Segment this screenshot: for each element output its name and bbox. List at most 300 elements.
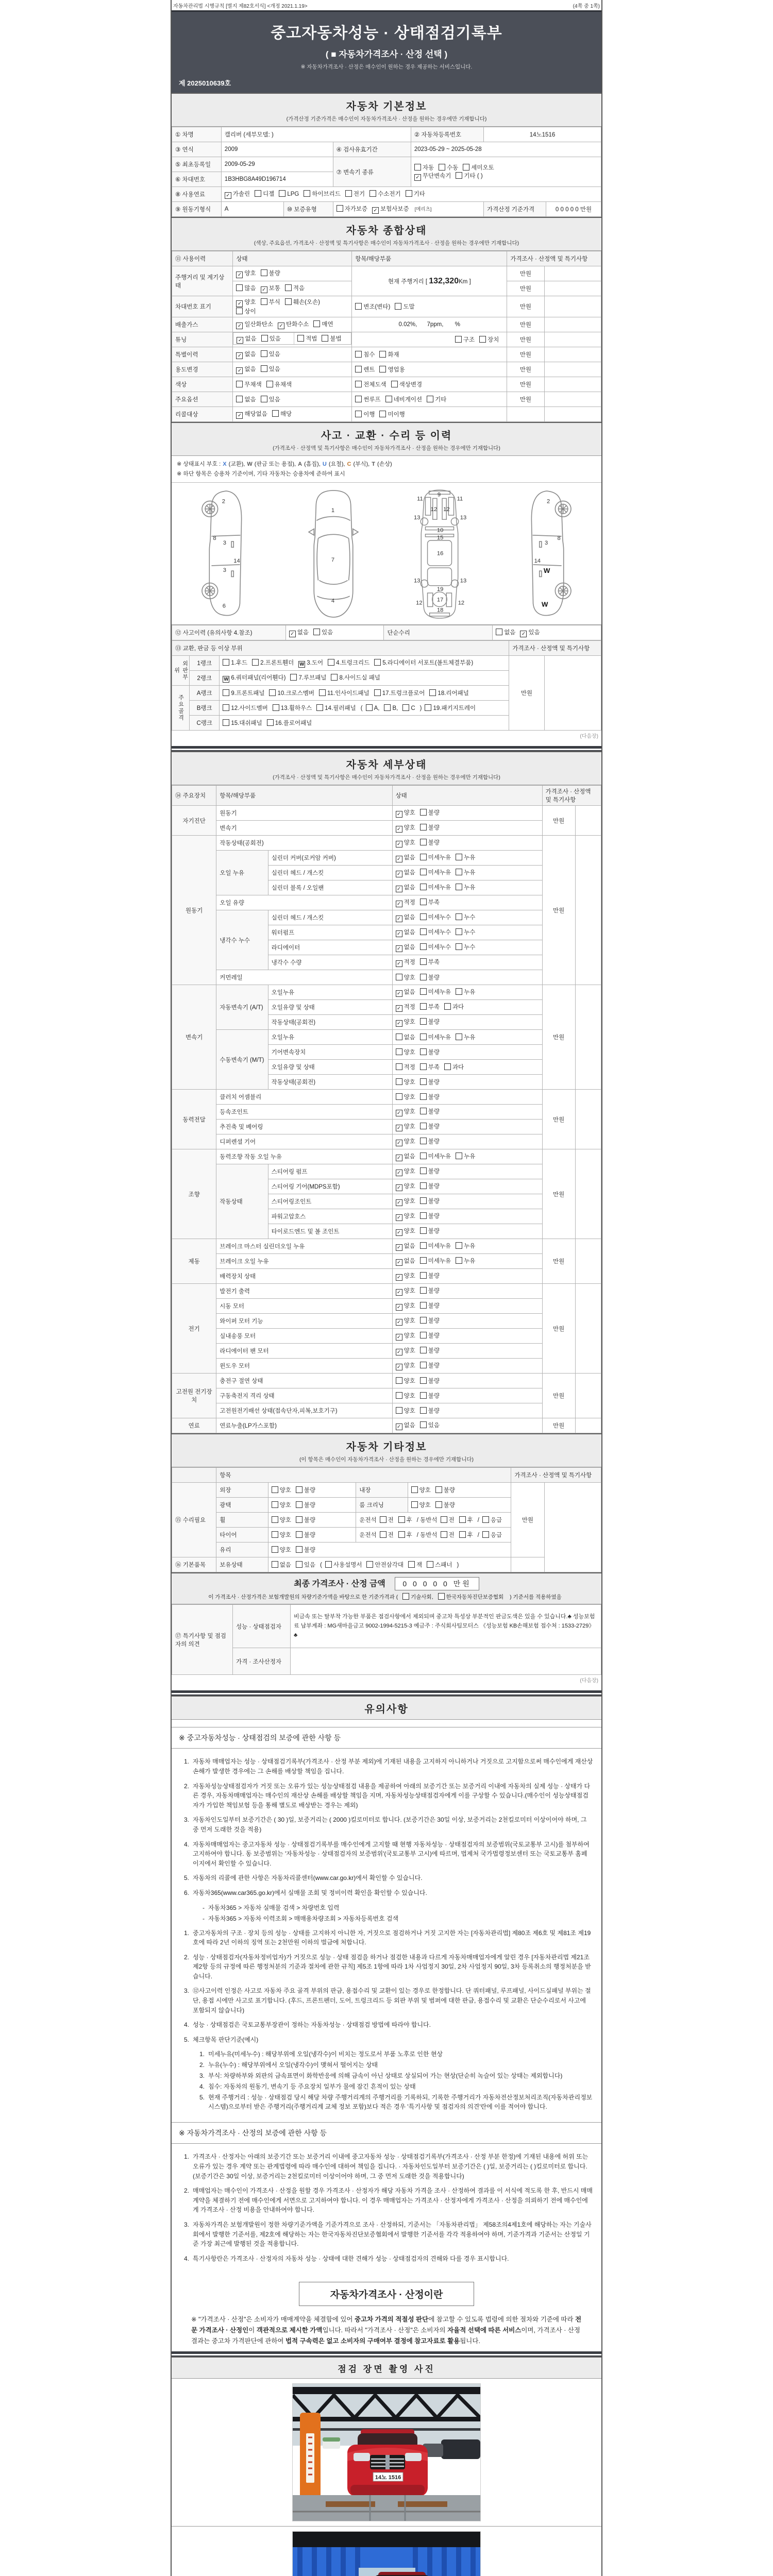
option-양호 xyxy=(396,1303,415,1309)
option-label: 하이브리드 xyxy=(312,191,341,197)
remarks-cell xyxy=(575,1090,601,1149)
checkbox: ✓ xyxy=(396,1259,402,1266)
checkbox xyxy=(456,854,462,860)
rankB-label: B랭크 xyxy=(190,701,220,716)
notice-item xyxy=(180,1888,593,1898)
checkbox xyxy=(325,1561,332,1568)
device-item-label: 냉각수 수량 xyxy=(268,955,392,970)
option-label: 해당없음 xyxy=(244,411,267,417)
device-sub-label: 냉각수 누수 xyxy=(216,910,268,970)
price-cell: 만원 xyxy=(507,317,544,332)
option-후 xyxy=(459,1532,473,1538)
remarks-cell xyxy=(544,392,601,407)
option-가솔린 xyxy=(225,191,250,197)
checkbox xyxy=(316,704,323,711)
checkbox: ✓ xyxy=(396,1423,402,1430)
emission-label: 배출가스 xyxy=(172,317,233,332)
device-state xyxy=(392,1105,542,1120)
option-label: 썬루프 xyxy=(363,397,381,403)
checkbox: ✓ xyxy=(396,1364,402,1370)
diagram-number: 13 xyxy=(413,578,421,584)
option-16.플로어패널 xyxy=(267,720,312,726)
option-자가보증 xyxy=(337,206,367,212)
main-frame-group-label: 주요골격 xyxy=(172,686,190,731)
notice-item xyxy=(180,1928,593,1947)
option-없음 xyxy=(396,944,415,951)
option-미세누유 xyxy=(420,870,451,876)
option-label: 14.필러패널 xyxy=(325,705,356,712)
checkbox xyxy=(272,410,279,417)
checkbox: W xyxy=(223,676,229,683)
option-label: 18.리어패널 xyxy=(438,690,469,697)
document-header xyxy=(172,10,601,93)
remarks-cell xyxy=(575,836,601,985)
glass-options xyxy=(268,1543,511,1557)
notice-item-number: 4. xyxy=(183,2021,189,2029)
base-price-value: 0 0 0 0 0 만원 xyxy=(546,202,601,217)
device-state xyxy=(392,940,542,955)
checkbox xyxy=(455,336,462,343)
photo-row-front xyxy=(172,2379,601,2527)
option-label: 불량 xyxy=(304,1547,316,1554)
device-state xyxy=(392,1314,542,1329)
option-label: 없음 xyxy=(297,630,309,636)
option-label: 양호 xyxy=(404,1333,415,1340)
tuning-state-legal xyxy=(294,333,351,344)
rank2-items xyxy=(220,671,509,686)
price-cell: 만원 xyxy=(507,266,544,281)
checkbox xyxy=(420,1227,427,1234)
option-label: 누수 xyxy=(464,944,476,951)
wheel-label: 휠 xyxy=(216,1513,268,1528)
device-item-label: 실내송풍 모터 xyxy=(216,1329,392,1344)
option-label: 후 xyxy=(406,1517,412,1524)
plain-text: 운전석 xyxy=(359,1532,377,1539)
checkbox xyxy=(408,1561,415,1568)
detail-row xyxy=(172,1164,601,1179)
mileage-label: 주행거리 및 계기상태 xyxy=(172,266,233,296)
option-보험사보증 xyxy=(372,206,409,212)
checkbox xyxy=(420,1063,427,1070)
option-label: 미세누유 xyxy=(428,1258,451,1265)
option-미세누유 xyxy=(420,1258,451,1264)
option-양호 xyxy=(272,1487,291,1494)
wheel-positions xyxy=(356,1513,511,1528)
option-양호 xyxy=(396,1408,415,1414)
option-14.필러패널 xyxy=(316,705,356,711)
option-label: 기타 ( ) xyxy=(464,173,483,179)
option-label: 미세누수 xyxy=(428,944,451,951)
option-label: 세미오토 xyxy=(471,164,494,171)
first-registration-value: 2009-05-29 xyxy=(221,157,333,172)
checkbox xyxy=(435,1501,442,1508)
checkbox xyxy=(456,943,462,950)
checkbox xyxy=(420,1347,427,1353)
option-안전삼각대 xyxy=(366,1562,404,1568)
section-title: 자동차 기본정보 xyxy=(346,101,427,112)
option-매연 xyxy=(313,321,333,328)
option-label: 누수 xyxy=(464,929,476,936)
notice-item xyxy=(180,1782,593,1810)
option-디젤 xyxy=(255,191,274,197)
remarks-cell xyxy=(575,1284,601,1374)
option-label: 적정 xyxy=(404,1004,415,1011)
option-label: 불량 xyxy=(428,1348,440,1354)
device-state xyxy=(392,821,542,836)
detail-row xyxy=(172,1388,601,1403)
option-없음 xyxy=(396,989,415,995)
detail-row xyxy=(172,1254,601,1269)
remarks-table xyxy=(172,1604,601,1675)
checkbox xyxy=(420,854,427,860)
text: 이 xyxy=(248,2327,257,2334)
option-label: 매연 xyxy=(322,321,333,328)
option-불량 xyxy=(420,1408,440,1414)
notice-item xyxy=(180,2152,593,2181)
remarks-cell xyxy=(544,332,601,347)
option-label: 양호 xyxy=(404,1303,415,1310)
option-label: 화재 xyxy=(388,352,399,358)
legend-desc: (손상) xyxy=(375,461,392,467)
color-label: 색상 xyxy=(172,377,233,392)
option-label: 후 xyxy=(467,1532,473,1539)
option-8.사이드실 패널 xyxy=(331,675,380,681)
option-양호 xyxy=(396,1228,415,1234)
option-미세누수 xyxy=(420,914,451,921)
option-label: 전 xyxy=(388,1532,394,1539)
device-group-label: 고전원 전기장치 xyxy=(172,1374,216,1418)
device-item-label: 추진축 및 베어링 xyxy=(216,1120,392,1134)
tuning-state-has xyxy=(233,333,294,344)
option-label: 없음 xyxy=(404,944,415,951)
rankA-items xyxy=(220,686,509,701)
option-label: 불량 xyxy=(428,1198,440,1205)
diagram-number: 12 xyxy=(430,506,437,513)
option-양호 xyxy=(396,1288,415,1294)
checkbox: ✓ xyxy=(396,901,402,907)
device-item-label: 클러치 어셈블리 xyxy=(216,1090,392,1105)
option-label: 없음 xyxy=(404,1258,415,1265)
recall-label: 리콜대상 xyxy=(172,407,233,422)
option-불량 xyxy=(420,1049,440,1056)
option-label: 무채색 xyxy=(244,382,262,388)
device-item-label: 연료누출(LP가스포함) xyxy=(216,1418,392,1433)
option-양호 xyxy=(272,1502,291,1509)
legend-desc: (요철), xyxy=(327,461,347,467)
checkbox: ✓ xyxy=(396,1274,402,1281)
option-label: 있음 xyxy=(268,366,280,372)
odometer-suffix: Km ] xyxy=(459,278,471,285)
option-LPG xyxy=(279,191,299,197)
option-불량 xyxy=(420,1318,440,1324)
checkbox xyxy=(402,704,409,711)
option-적정 xyxy=(396,1004,415,1010)
option-label: 없음 xyxy=(404,1243,415,1250)
notice-item xyxy=(180,1953,593,1981)
option-1.후드 xyxy=(223,660,247,666)
legend-symbol-T: T xyxy=(372,461,375,467)
detail-row xyxy=(172,806,601,821)
checkbox xyxy=(290,674,297,681)
option-한국자동차진단보증협회 xyxy=(438,1594,504,1600)
checkbox xyxy=(267,719,274,726)
tire-options xyxy=(268,1528,356,1543)
inspection-period-value: 2023-05-29 ~ 2025-05-28 xyxy=(411,142,601,157)
option-label: 없음 xyxy=(404,885,415,891)
checkbox xyxy=(411,1501,418,1508)
notice-subitem xyxy=(195,2093,593,2111)
option-부족 xyxy=(420,1064,440,1071)
diagram-number: 18 xyxy=(436,607,444,614)
form-reference-line xyxy=(172,0,601,10)
option-label: 3.도어 xyxy=(307,660,324,667)
option-label: 불량 xyxy=(443,1487,456,1494)
car-damage-diagrams xyxy=(172,483,601,625)
option-양호 xyxy=(396,1363,415,1369)
option-label: 불량 xyxy=(304,1517,316,1524)
checkbox: ✓ xyxy=(278,323,284,329)
basic-info-table xyxy=(172,127,601,217)
notice-item-number: 2. xyxy=(183,1953,189,1961)
option-불량 xyxy=(420,1139,440,1145)
device-group-label: 원동기 xyxy=(172,836,216,985)
notice-subitem-text: 현재 주행거리 : 성능 · 상태점검 당시 해당 차량 주행거리계의 주행거리를 기록하되, 기록한 주행거리가 자동차전산정보처리조직(자동차관리정보시스템)으로부터 받은 주행거리(주행거리계 교체 정보 포함)보다 적은 경우 '특기사항 및 점검자의 의견'란에 이를 적어야 합니다. xyxy=(208,2094,593,2111)
option-label: 과다 xyxy=(452,1004,464,1011)
checkbox xyxy=(328,659,334,666)
panel-remarks-cell xyxy=(544,656,601,731)
option-누수 xyxy=(456,944,475,951)
notice-item-number: 3. xyxy=(183,2221,189,2228)
price-cell: 만원 xyxy=(542,1090,575,1149)
diagram-number: 8 xyxy=(557,535,561,542)
checkbox xyxy=(456,884,462,890)
exterior-options xyxy=(268,1483,356,1498)
checkbox xyxy=(236,396,243,402)
option-불량 xyxy=(420,1228,440,1234)
color-item xyxy=(352,377,507,392)
checkbox: ✓ xyxy=(396,1244,402,1251)
checkbox xyxy=(420,1362,427,1368)
device-state xyxy=(392,1075,542,1090)
option-적정 xyxy=(396,1064,415,1071)
option-label: 침수 xyxy=(363,352,375,358)
option-양호 xyxy=(396,1318,415,1324)
final-price-note xyxy=(177,1593,596,1601)
checkbox: ✓ xyxy=(396,1170,402,1176)
option-label: 양호 xyxy=(404,1019,415,1026)
option-17.트렁크플로어 xyxy=(374,690,425,697)
option-label: 네비게이션 xyxy=(393,397,423,403)
simple-repair-options xyxy=(493,625,601,640)
option-불량 xyxy=(420,825,440,831)
checkbox: ✓ xyxy=(396,1199,402,1206)
bold-text: 객관적으로 제시한 가액 xyxy=(256,2327,323,2334)
price-cell: 만원 xyxy=(542,1418,575,1433)
checkbox xyxy=(380,1516,386,1523)
checkbox xyxy=(236,308,243,314)
option-label: 불량 xyxy=(304,1487,316,1494)
option-label: B, xyxy=(392,705,398,712)
option-label: 17.트렁크플로어 xyxy=(382,690,425,697)
option-label: 없음 xyxy=(404,1154,415,1160)
checkbox: ✓ xyxy=(236,300,243,307)
device-state xyxy=(392,895,542,910)
detail-row xyxy=(172,1149,601,1164)
checkbox: ✓ xyxy=(396,886,402,892)
option-미세누유 xyxy=(420,989,451,995)
option-label: 9.프론트패널 xyxy=(231,690,265,697)
option-불량 xyxy=(420,1183,440,1190)
option-있음 xyxy=(261,366,280,372)
diagram-number: 6 xyxy=(222,603,226,609)
device-state xyxy=(392,836,542,851)
notice-item-number: 1. xyxy=(183,1758,189,1766)
notice-item xyxy=(180,2020,593,2030)
remarks-cell xyxy=(544,317,601,332)
device-item-label: 충전구 절연 상태 xyxy=(216,1374,392,1388)
option-양호 xyxy=(396,810,415,816)
option-label: 해당 xyxy=(280,411,292,417)
notice-subitem-number: 4. xyxy=(199,2083,205,2091)
option-9.프론트패널 xyxy=(223,690,264,697)
option-있음 xyxy=(520,630,540,636)
checkbox xyxy=(261,350,267,357)
checkbox xyxy=(420,1078,427,1085)
option-10.크로스멤버 xyxy=(269,690,314,697)
usage-change-item xyxy=(352,362,507,377)
option-양호 xyxy=(411,1502,431,1509)
remarks-cell xyxy=(575,1418,601,1433)
option-label: 렌트 xyxy=(363,367,375,373)
option-양호 xyxy=(236,270,256,277)
option-label: 미세누유 xyxy=(428,870,451,876)
option-15.대쉬패널 xyxy=(223,720,262,726)
checkbox xyxy=(463,164,469,171)
fuel-label: ⑧ 사용연료 xyxy=(172,187,222,202)
notice-item-text: 체크항목 판단기준(예시) xyxy=(193,2036,259,2043)
car-diagram-left-side xyxy=(189,488,266,619)
option-label: 있음 xyxy=(528,630,540,636)
option-label: 미세누유 xyxy=(428,989,451,996)
option-양호 xyxy=(411,1487,431,1494)
checkbox xyxy=(420,913,427,920)
option-label: 15.대쉬패널 xyxy=(231,720,262,727)
option-label: 수동 xyxy=(447,164,459,171)
polish-options xyxy=(268,1498,356,1513)
accident-history-row xyxy=(172,625,601,640)
option-label: 누유 xyxy=(464,1035,476,1041)
option-label: 탄화수소 xyxy=(285,321,309,328)
option-label: LPG xyxy=(287,191,299,197)
notice-item xyxy=(180,1873,593,1883)
checkbox xyxy=(272,1516,278,1523)
diagram-number: 19 xyxy=(436,586,444,593)
option-label: 불량 xyxy=(428,1273,440,1280)
device-item-label: 실린더 헤드 / 개스킷 xyxy=(268,910,392,925)
checkbox xyxy=(420,928,427,935)
device-item-label: 오일누유 xyxy=(268,985,392,1000)
checkbox xyxy=(297,335,304,342)
checkbox xyxy=(304,190,310,197)
checkbox xyxy=(456,913,462,920)
notice-subitem xyxy=(195,2082,593,2091)
device-item-label: 오일유량 및 상태 xyxy=(268,1060,392,1075)
section-title: 자동차 세부상태 xyxy=(346,759,427,771)
option-없음 xyxy=(237,336,256,342)
notice-item-text: 가격조사 · 산정자는 아래의 보증기간 또는 보증거리 이내에 중고자동차 성능 · 상태점검기록부(가격조사 · 산정 부분 한정)에 기재된 내용에 허위 또는 오류가 있는 경우 계약 또는 관계법령에 따라 매수인에 대하여 책임을 집니다. · 자동차인도일부터 보증기간은 ( )일, 보증거리는 ( )킬로미터로 합니다. (보증기간은 30일 이상, 보증거리는 2천킬로미터 이상이어야 하며, 그 중 먼저 도래한 것을 적용합니다) xyxy=(193,2153,589,2180)
option-후 xyxy=(398,1517,412,1523)
checkbox xyxy=(355,411,362,417)
document-number: 제 2025010639호 xyxy=(179,79,231,87)
option-장치 xyxy=(479,337,499,343)
checkbox xyxy=(456,869,462,875)
option-있음 xyxy=(420,1422,440,1429)
device-state xyxy=(392,1374,542,1388)
device-state xyxy=(392,1149,542,1164)
option-label: 4.트렁크리드 xyxy=(336,660,370,667)
device-state xyxy=(392,1388,542,1403)
checkbox xyxy=(420,1212,427,1219)
price-cell: 만원 xyxy=(542,985,575,1090)
section-title: 자동차 종합상태 xyxy=(346,225,427,236)
odometer-value: 132,320 xyxy=(429,276,459,285)
checkbox: ✓ xyxy=(396,916,402,922)
next-page-marker: (다음장) xyxy=(580,734,598,740)
option-있음 xyxy=(261,397,280,403)
document-subtitle: ( ■ 자동차가격조사 · 산정 선택 ) xyxy=(325,49,448,59)
checkbox: ✓ xyxy=(414,174,421,181)
section-title: 사고 · 교환 · 수리 등 이력 xyxy=(321,430,452,442)
option-label: 양호 xyxy=(244,299,256,306)
year-label: ③ 연식 xyxy=(172,142,222,157)
exterior-label: 외장 xyxy=(216,1483,268,1498)
car-diagram-top xyxy=(295,488,372,619)
option-불량 xyxy=(420,1348,440,1354)
option-수소전기 xyxy=(369,191,400,197)
device-state xyxy=(392,910,542,925)
checkbox xyxy=(379,411,386,417)
detail-row xyxy=(172,1239,601,1254)
device-state xyxy=(392,1269,542,1284)
option-일산화탄소 xyxy=(236,321,273,328)
odometer-cell xyxy=(352,266,507,296)
option-label: 양호 xyxy=(419,1502,431,1509)
notice-item xyxy=(180,1840,593,1869)
option-label: 수소전기 xyxy=(378,191,401,197)
diagram-number: 14 xyxy=(233,558,240,565)
warranty-type-label: ⑩ 보증유형 xyxy=(283,202,333,217)
col-main-device: ⑭ 주요장치 xyxy=(172,786,216,806)
option-label: 후 xyxy=(406,1532,412,1539)
notice-item-number: 6. xyxy=(183,1889,189,1896)
section-title: 자동차 기타정보 xyxy=(346,1442,427,1453)
option-label: 불량 xyxy=(428,1139,440,1145)
checkbox: ✓ xyxy=(236,323,243,329)
device-item-label: 와이퍼 모터 기능 xyxy=(216,1314,392,1329)
option-없음 xyxy=(396,855,415,861)
option-label: 불량 xyxy=(428,1378,440,1385)
diagram-number: 11 xyxy=(457,496,463,502)
option-label: 누유 xyxy=(464,870,476,876)
device-item-label: 오일 유량 xyxy=(216,895,392,910)
option-누수 xyxy=(456,929,475,936)
option-label: 없음 xyxy=(245,336,257,342)
notice-item xyxy=(180,2254,593,2264)
diagram-number: 12 xyxy=(458,600,464,606)
device-item-label: 윈도우 모터 xyxy=(216,1359,392,1374)
section-etc-info xyxy=(172,1433,601,1467)
diagram-number: 13 xyxy=(413,515,421,521)
